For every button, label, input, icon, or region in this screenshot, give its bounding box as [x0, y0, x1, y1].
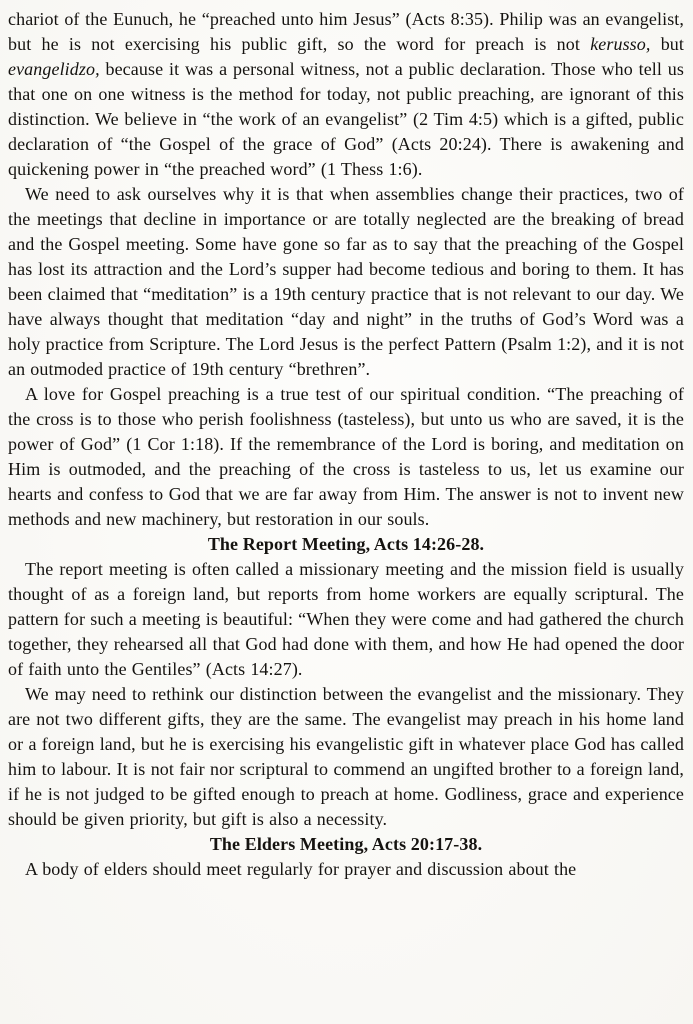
- italic-text-segment: kerusso,: [590, 34, 651, 54]
- body-paragraph: [8, 382, 684, 532]
- text-segment: because it was a personal witness, not a public declaration. Those who tell us that one on one witness is the method for today, not public preaching, are ignorant of this distinction. We believe in “the work of an evangelist” (2 Tim 4:5) which is a gifted, public declaration of “the Gospel of the grace of God” (Acts 20:24). There is awakening and quickening power in “the preached word” (1 Thess 1:6).: [8, 59, 684, 179]
- text-segment: but: [650, 34, 684, 54]
- section-heading: The Elders Meeting, Acts 20:17-38.: [209, 834, 483, 854]
- body-paragraph: [8, 857, 684, 882]
- text-segment: A body of elders should meet regularly for prayer and discussion about the: [25, 859, 577, 879]
- italic-text-segment: evangelidzo,: [8, 59, 100, 79]
- text-segment: chariot of the Eunuch, he “preached unto him Jesus” (Acts 8:35). Philip was an evangelist, but he is not exercising his public gift, so the word for preach is not: [8, 9, 684, 54]
- body-paragraph: [8, 557, 684, 682]
- text-segment: We need to ask ourselves why it is that when assemblies change their practices, two of the meetings that decline in importance or are totally neglected are the breaking of bread and the Gospel meeting. Some have gone so far as to say that the preaching of the Gospel has lost its attraction and the Lord’s supper had become tedious and boring to them. It has been claimed that “meditation” is a 19th century practice that is not relevant to our day. We have always thought that meditation “day and night” in the truths of God’s Word was a holy practice from Scripture. The Lord Jesus is the perfect Pattern (Psalm 1:2), and it is not an outmoded practice of 19th century “brethren”.: [8, 184, 684, 379]
- body-paragraph: [8, 682, 684, 832]
- section-heading: The Report Meeting, Acts 14:26-28.: [207, 534, 485, 554]
- body-paragraph: [8, 7, 684, 182]
- body-paragraph: [8, 182, 684, 382]
- text-segment: We may need to rethink our distinction between the evangelist and the missionary. They are not two different gifts, they are the same. The evangelist may preach in his home land or a foreign land, but he is exercising his evangelistic gift in whatever place God has called him to labour. It is not fair nor scriptural to commend an ungifted brother to a foreign land, if he is not judged to be gifted enough to preach at home. Godliness, grace and experience should be given priority, but gift is also a necessity.: [8, 684, 684, 829]
- text-segment: A love for Gospel preaching is a true test of our spiritual condition. “The preaching of the cross is to those who perish foolishness (tasteless), but unto us who are saved, it is the power of God” (1 Cor 1:18). If the remembrance of the Lord is boring, and meditation on Him is outmoded, and the preaching of the cross is tasteless to us, let us examine our hearts and confess to God that we are far away from Him. The answer is not to invent new methods and new machinery, but restoration in our souls.: [8, 384, 684, 529]
- text-segment: The report meeting is often called a missionary meeting and the mission field is usually thought of as a foreign land, but reports from home workers are equally scriptural. The pattern for such a meeting is beautiful: “When they were come and had gathered the church together, they rehearsed all that God had done with them, and how He had opened the door of faith unto the Gentiles” (Acts 14:27).: [8, 559, 684, 679]
